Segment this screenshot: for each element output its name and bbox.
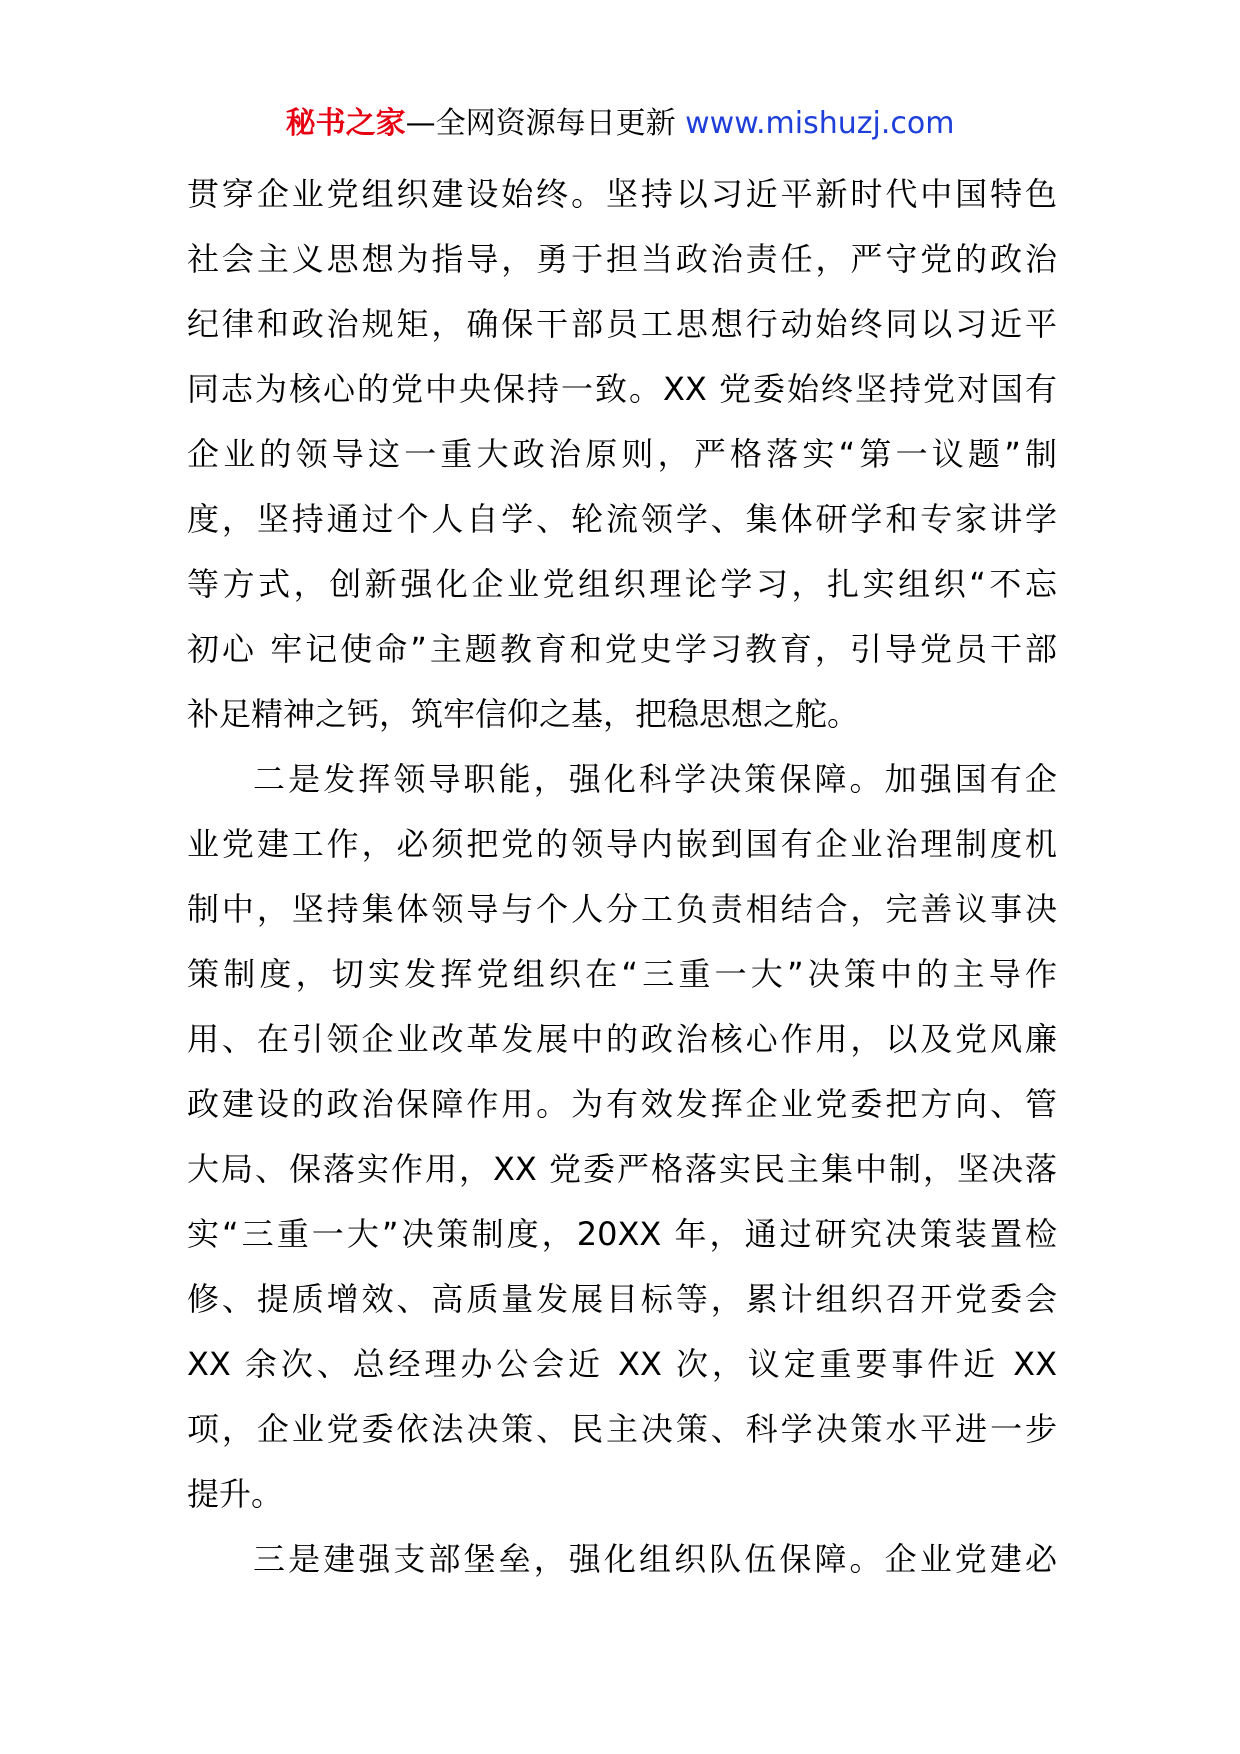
text-line: 制中，坚持集体领导与个人分工负责相结合，完善议事决 bbox=[187, 890, 1057, 928]
text-line: 业党建工作，必须把党的领导内嵌到国有企业治理制度机 bbox=[187, 825, 1057, 863]
text-line: XX 余次、总经理办公会近 XX 次，议定重要事件近 XX bbox=[187, 1345, 1057, 1383]
site-url-link[interactable]: www.mishuzj.com bbox=[685, 106, 955, 141]
text-line: 贯穿企业党组织建设始终。坚持以习近平新时代中国特色 bbox=[187, 175, 1057, 213]
text-line: 用、在引领企业改革发展中的政治核心作用，以及党风廉 bbox=[187, 1020, 1057, 1058]
text-line: 纪律和政治规矩，确保干部员工思想行动始终同以习近平 bbox=[187, 305, 1057, 343]
text-line: 度，坚持通过个人自学、轮流领学、集体研学和专家讲学 bbox=[187, 500, 1057, 538]
text-line: 策制度，切实发挥党组织在“三重一大”决策中的主导作 bbox=[187, 955, 1057, 993]
text-line: 政建设的政治保障作用。为有效发挥企业党委把方向、管 bbox=[187, 1085, 1057, 1123]
paragraph-start-line: 三是建强支部堡垒，强化组织队伍保障。企业党建必 bbox=[253, 1540, 1057, 1578]
document-body bbox=[187, 162, 1057, 1592]
text-line: 大局、保落实作用，XX 党委严格落实民主集中制，坚决落 bbox=[187, 1150, 1057, 1188]
text-line: 同志为核心的党中央保持一致。XX 党委始终坚持党对国有 bbox=[187, 370, 1057, 408]
text-line: 等方式，创新强化企业党组织理论学习，扎实组织“不忘 bbox=[187, 565, 1057, 603]
text-line: 社会主义思想为指导，勇于担当政治责任，严守党的政治 bbox=[187, 240, 1057, 278]
site-header bbox=[0, 104, 1240, 144]
paragraph-start-line: 二是发挥领导职能，强化科学决策保障。加强国有企 bbox=[253, 760, 1057, 798]
site-tagline: —全网资源每日更新 bbox=[405, 106, 676, 141]
text-line: 企业的领导这一重大政治原则，严格落实“第一议题”制 bbox=[187, 435, 1057, 473]
text-line: 修、提质增效、高质量发展目标等，累计组织召开党委会 bbox=[187, 1280, 1057, 1318]
site-brand: 秘书之家 bbox=[285, 106, 406, 141]
text-line: 提升。 bbox=[187, 1475, 284, 1513]
text-line: 实“三重一大”决策制度，20XX 年，通过研究决策装置检 bbox=[187, 1215, 1057, 1253]
text-line: 补足精神之钙，筑牢信仰之基，把稳思想之舵。 bbox=[187, 695, 860, 733]
text-line: 初心 牢记使命”主题教育和党史学习教育，引导党员干部 bbox=[187, 630, 1057, 668]
text-line: 项，企业党委依法决策、民主决策、科学决策水平进一步 bbox=[187, 1410, 1057, 1448]
